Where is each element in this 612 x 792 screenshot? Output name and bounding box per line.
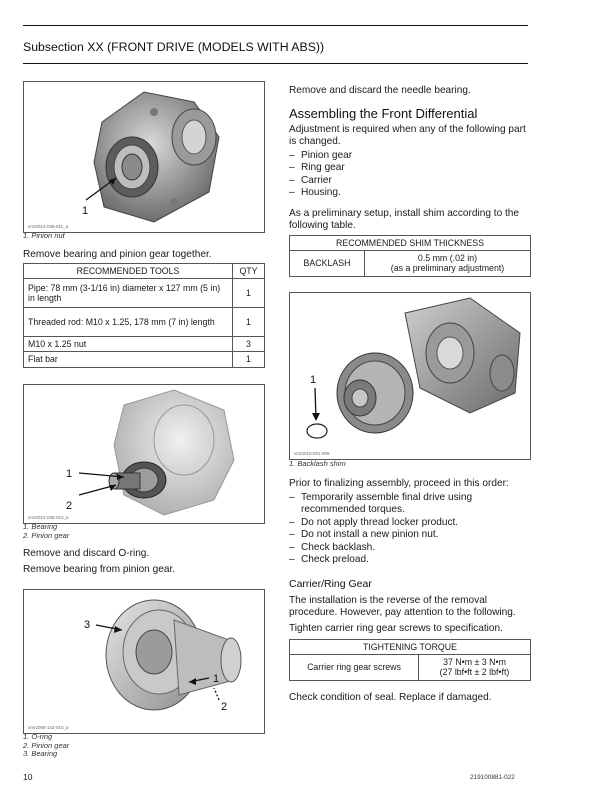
table-header: TIGHTENING TORQUE [290,640,531,655]
callout-2: 2 [221,701,228,713]
table-cell: Carrier ring gear screws [290,655,419,680]
document-number: 219100881-022 [470,774,515,781]
header-rule [23,63,528,64]
subheading: Carrier/Ring Gear [289,578,372,590]
figure-pinion-nut [23,81,265,233]
figure-legend [23,523,69,540]
legend-item: 3. Bearing [23,749,58,759]
table-cell: M10 x 1.25 nut [24,337,233,352]
paragraph: Check condition of seal. Replace if damaged. [289,692,492,703]
cell-line: (27 lbf•ft ± 2 lbf•ft) [439,667,510,678]
paragraph [23,548,265,577]
figure-legend [23,232,65,241]
paragraph: Adjustment is required when any of the following part is changed. [289,124,526,148]
section-heading: Assembling the Front Differential [289,106,478,121]
cell-line: 0.5 mm (.02 in) [417,253,478,264]
figure-code: vmr2008-142-010_a [28,725,69,730]
list-item: – Housing. [289,187,531,199]
list-item: – Do not apply thread locker product. [289,517,531,529]
table-header: QTY [233,264,265,279]
legend-item: 2. Pinion gear [23,530,70,540]
page-number: 10 [23,772,33,782]
table-header: RECOMMENDED SHIM THICKNESS [290,236,531,251]
bearing-pinion-illustration [24,385,264,523]
pinion-housing-illustration [24,82,264,232]
table-cell: 1 [233,279,265,308]
list-item: – Do not install a new pinion nut. [289,529,531,541]
legend-item: 1. Bearing [23,522,58,531]
adjust-list [289,150,531,200]
table-cell: 3 [233,337,265,352]
subsection-title: Subsection XX (FRONT DRIVE (MODELS WITH ABS)) [23,40,325,54]
pinion-gear-illustration [24,590,264,733]
table-cell: BACKLASH [290,251,365,276]
table-cell: Pipe: 78 mm (3-1/16 in) diameter x 127 mm (5 in) in length [24,279,233,308]
figure-legend [289,460,346,469]
list-item: – Pinion gear [289,150,531,162]
callout-1: 1 [82,205,89,217]
paragraph: Prior to finalizing assembly, proceed in this order: [289,478,509,489]
legend-item: 1. Pinion nut [23,231,65,240]
table-cell [365,251,531,276]
cell-line: (as a preliminary adjustment) [390,263,505,274]
paragraph: Remove and discard the needle bearing. [289,85,471,96]
table-cell: 1 [233,352,265,367]
differential-illustration [290,293,530,459]
figure-backlash-shim [289,292,531,460]
paragraph: As a preliminary setup, install shim according to the following table. [289,208,520,232]
paragraph-text: Remove and discard O-ring. [23,548,150,559]
figure-code: vmr2012-036-011_a [28,224,69,229]
figure-legend [23,733,69,759]
figure-code: vmr2012-036-012_a [28,515,69,520]
final-list [289,492,531,566]
list-item: – Temporarily assemble final drive using recommended torques. [289,492,531,517]
callout-2: 2 [66,500,73,512]
table-cell: Threaded rod: M10 x 1.25, 178 mm (7 in) length [24,308,233,337]
list-item: – Check preload. [289,554,531,566]
callout-1: 1 [310,374,317,386]
cell-line: 37 N•m ± 3 N•m [443,657,506,668]
legend-item: 1. Backlash shim [289,459,346,468]
table-header: RECOMMENDED TOOLS [24,264,233,279]
shim-thickness-table [289,235,531,277]
tightening-torque-table [289,639,531,681]
paragraph: Tighten carrier ring gear screws to specification. [289,623,503,634]
table-cell [419,655,531,680]
list-item: – Check backlash. [289,542,531,554]
table-cell: 1 [233,308,265,337]
callout-3: 3 [84,619,91,631]
paragraph-text: Remove bearing from pinion gear. [23,564,176,576]
callout-1: 1 [66,468,73,480]
callout-1: 1 [213,673,220,685]
paragraph: The installation is the reverse of the removal procedure. However, pay attention to the following. [289,595,516,619]
list-item: – Ring gear [289,162,531,174]
figure-bearing-pinion [23,384,265,524]
recommended-tools-table [23,263,265,368]
legend-item: 1. O-ring [23,732,53,741]
paragraph: Remove bearing and pinion gear together. [23,249,212,260]
table-cell: Flat bar [24,352,233,367]
top-rule [23,25,528,26]
list-item: – Carrier [289,175,531,187]
legend-item: 2. Pinion gear [23,740,70,750]
figure-code: vmr2015-001-009 [294,451,330,456]
figure-oring-bearing [23,589,265,734]
